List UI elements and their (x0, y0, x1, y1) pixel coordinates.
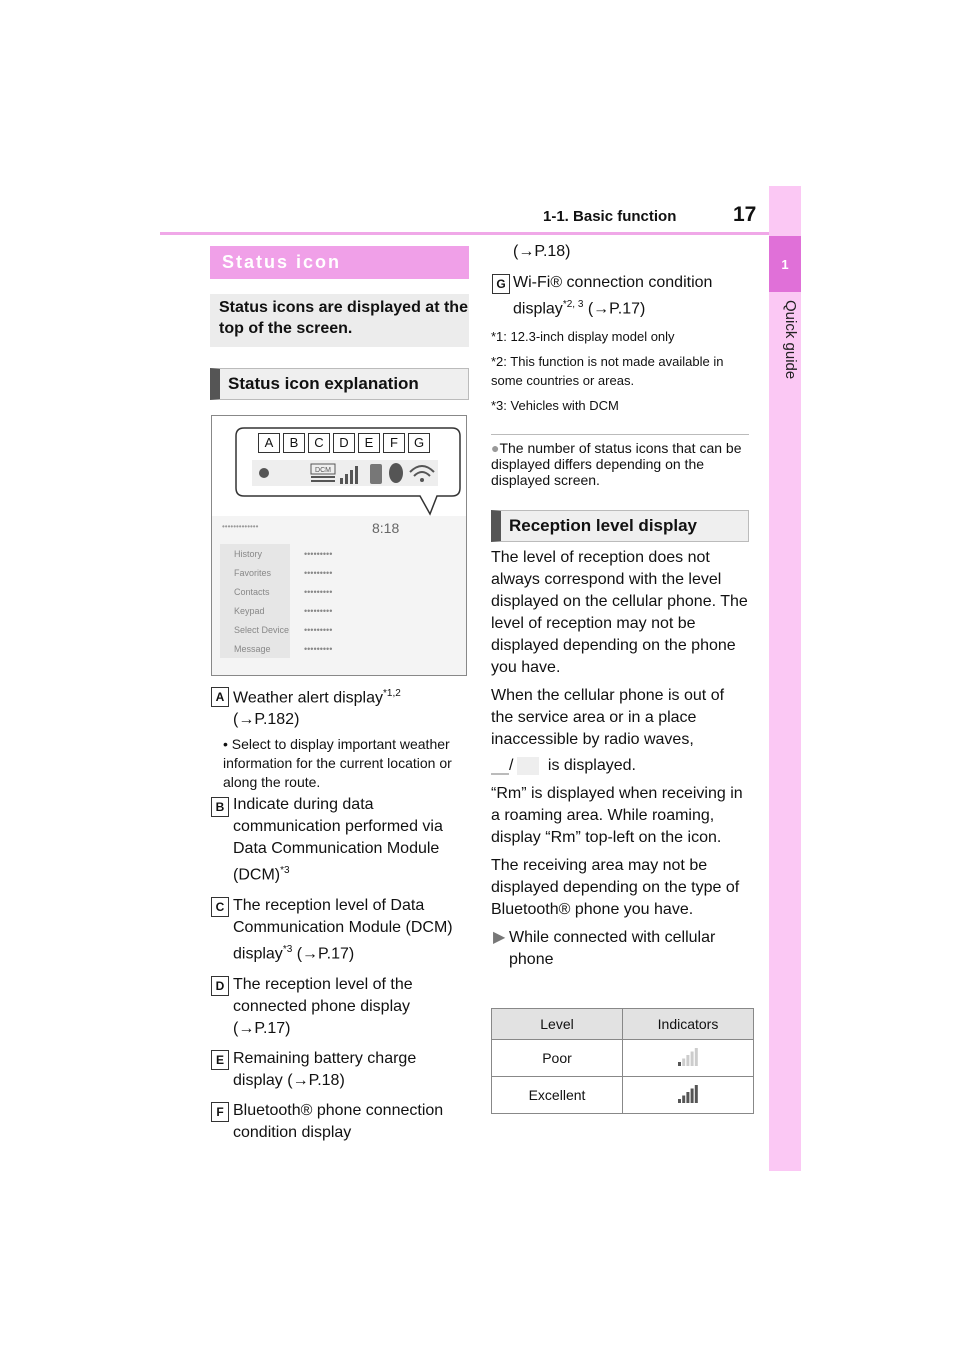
chapter-number: 1 (769, 236, 801, 292)
footnotes (491, 327, 749, 415)
item-a-note: • Select to display important weather information for the current location or along the route. (223, 736, 452, 791)
illustration-letter-c: C (308, 433, 330, 453)
no-signal-icon (491, 757, 509, 775)
entry-5: ••••••••• (304, 625, 333, 635)
menu-favorites: Favorites (234, 568, 272, 578)
status-icon-illustration (211, 415, 467, 676)
bluetooth-icon (389, 463, 403, 483)
signal-excellent-icon (676, 1091, 700, 1107)
table-row (492, 1077, 754, 1114)
footnote-1: *1: 12.3-inch display model only (491, 329, 675, 344)
reception-table-wrap (491, 1008, 754, 1114)
label-e: E (211, 1050, 229, 1070)
item-e: Remaining battery charge display (→P.18) (233, 1050, 417, 1089)
col-level: Level (492, 1009, 623, 1040)
label-f: F (211, 1102, 229, 1122)
label-c: C (211, 897, 229, 917)
reception-table (491, 1008, 754, 1114)
signal-bar (686, 1055, 689, 1066)
illustration-letter-b: B (283, 433, 305, 453)
page-number: 17 (733, 203, 757, 226)
signal-bar (691, 1051, 694, 1066)
label-a: A (211, 687, 229, 707)
entry-4: ••••••••• (304, 606, 333, 616)
section-title: 1-1. Basic function (543, 208, 677, 225)
item-g: Wi-Fi® connection condition display$^{*2, 3}$ (→P.17) (513, 274, 713, 318)
bullet-icon: ● (491, 440, 500, 456)
screen-illustration (212, 416, 466, 675)
illustration-letter-e: E (358, 433, 380, 453)
no-dcm-icon (517, 757, 539, 775)
screen-time: 8:18 (372, 520, 400, 536)
menu-keypad: Keypad (234, 606, 265, 616)
level-excellent: Excellent (492, 1077, 623, 1114)
label-g: G (492, 274, 510, 294)
item-a: Weather alert display$^{*1,2}$ (→P.182) • Select to display important weather information for the current location or along the route. (233, 683, 469, 792)
signal-bar (691, 1088, 694, 1103)
weather-alert-icon (259, 468, 269, 478)
label-b: B (211, 797, 229, 817)
signal-bar (695, 1048, 698, 1066)
intro-box: Status icons are displayed at the top of the screen. (210, 294, 469, 347)
entry-3: ••••••••• (304, 587, 333, 597)
dcm-label: DCM (315, 467, 331, 474)
subheading-status-icon-explanation: Status icon explanation (210, 368, 469, 400)
menu-message: Message (234, 644, 271, 654)
col-indicators: Indicators (623, 1009, 754, 1040)
illustration-letter-a: A (258, 433, 280, 453)
illustration-letter-f: F (383, 433, 405, 453)
menu-select-device: Select Device (234, 625, 290, 635)
bullet-note: ●The number of status icons that can be displayed differs depending on the displayed screen. (491, 440, 742, 488)
signal-bar (695, 1085, 698, 1103)
item-d: The reception level of the connected phone display (→P.17) (233, 976, 413, 1037)
signal-bar (678, 1099, 681, 1103)
battery-icon (370, 464, 382, 484)
footnote-2: *2: This function is not made available in some countries or areas. (491, 354, 724, 388)
icon-letter-row (258, 433, 433, 453)
signal-bar (678, 1062, 681, 1066)
header-rule (160, 232, 770, 235)
item-b: Indicate during data communication performed via Data Communication Module (DCM)$^{*3}$ (233, 796, 443, 884)
screen-dots: ••••••••••••• (222, 522, 259, 531)
chapter-label: Quick guide (782, 300, 799, 380)
menu-contacts: Contacts (234, 587, 270, 597)
entry-2: ••••••••• (304, 568, 333, 578)
signal-bar (682, 1095, 685, 1103)
entry-1: ••••••••• (304, 549, 333, 559)
subheading-reception-level: Reception level display (491, 510, 749, 542)
signal-poor-icon (676, 1054, 700, 1070)
item-f-continued: (→P.18) (513, 243, 571, 260)
level-poor: Poor (492, 1040, 623, 1077)
signal-bar (682, 1058, 685, 1066)
divider (491, 434, 749, 435)
signal-bar (686, 1092, 689, 1103)
entry-6: ••••••••• (304, 644, 333, 654)
illustration-letter-d: D (333, 433, 355, 453)
table-row (492, 1040, 754, 1077)
menu-history: History (234, 549, 263, 559)
item-c: The reception level of Data Communication Module (DCM) display$^{*3}$ (→P.17) (233, 897, 453, 963)
illustration-letter-g: G (408, 433, 430, 453)
label-d: D (211, 976, 229, 996)
arrow-bullet-icon: ▶ (493, 929, 506, 946)
footnote-3: *3: Vehicles with DCM (491, 398, 619, 413)
reception-text: The level of reception does not always correspond with the level displayed on the cellular phone. The level of reception may not be displayed depending on the phone you have. When the cellular phone is out of the service area or in a place inaccessible by radio waves, / is displayed. “Rm” is displayed when receiving in a roaming area. While roaming, display “Rm” top-left on the icon. The receiving area may not be displayed depending on the type of Bluetooth® phone you have. ▶ While connected with cellular phone (491, 549, 748, 968)
section-heading-status-icon: Status icon (210, 246, 469, 279)
item-f: Bluetooth® phone connection condition display (233, 1102, 444, 1141)
